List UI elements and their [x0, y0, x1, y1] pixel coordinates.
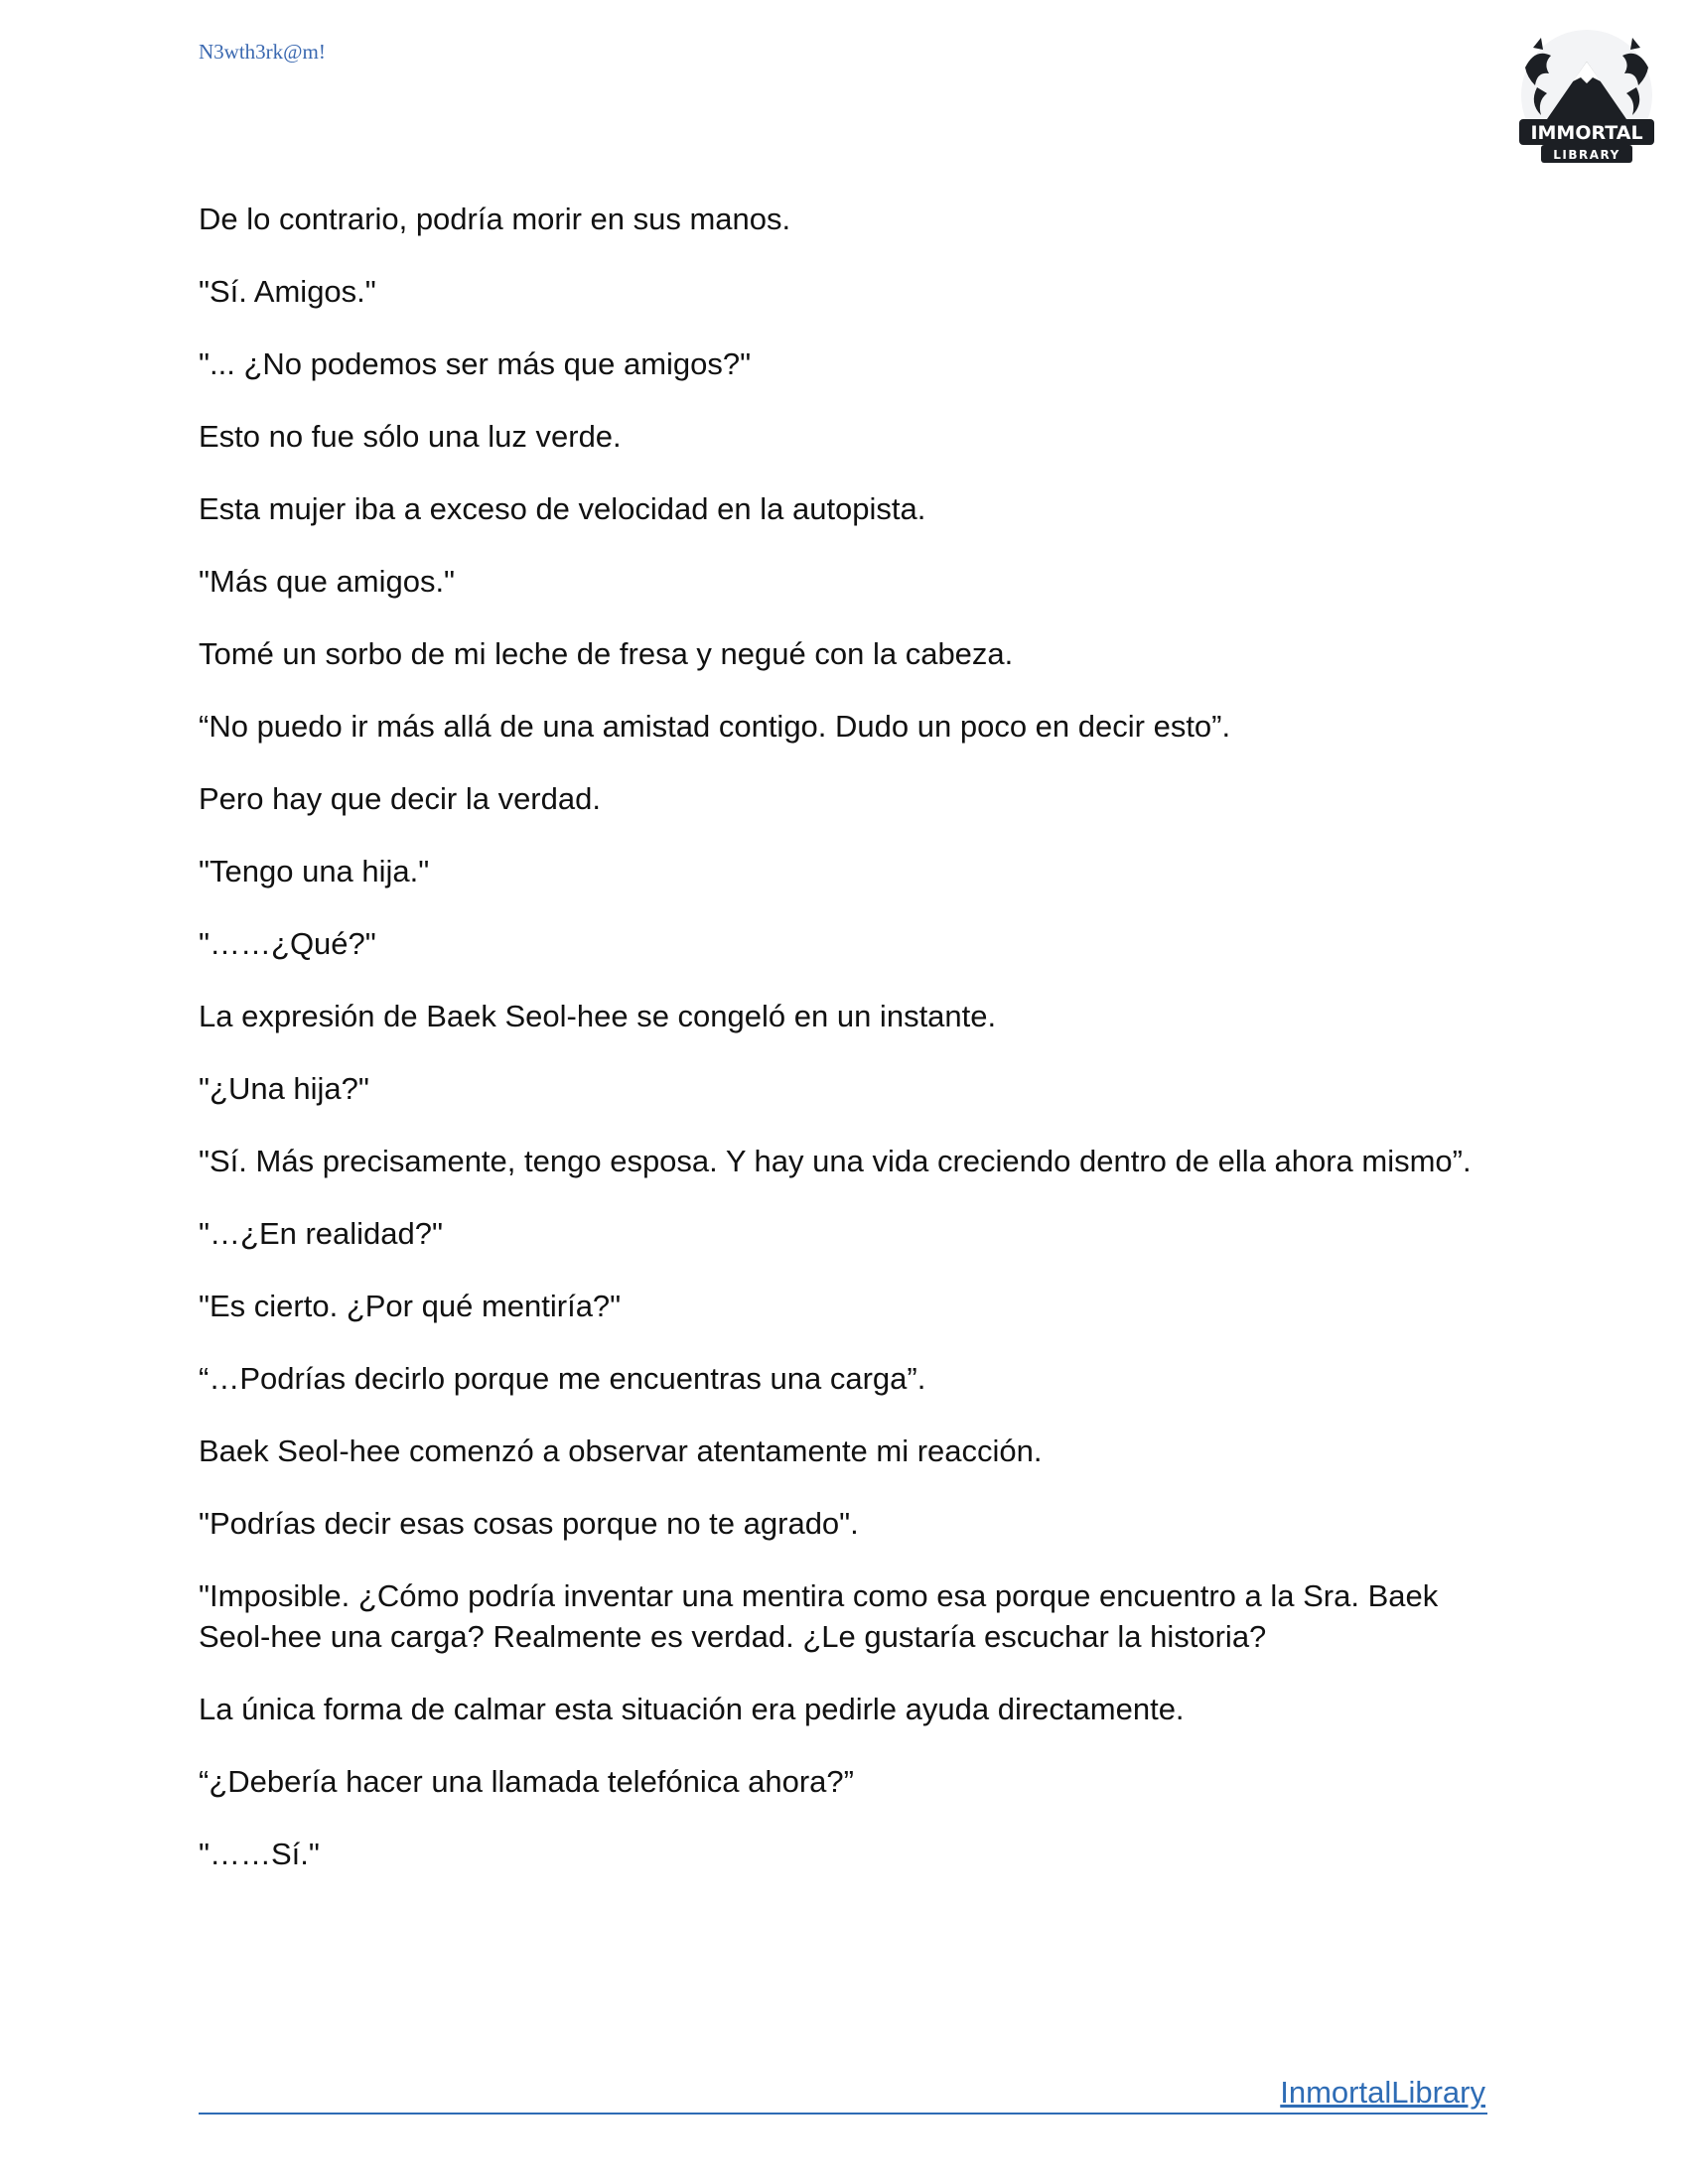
paragraph: Baek Seol-hee comenzó a observar atentamente mi reacción.: [199, 1433, 1043, 1468]
immortal-library-logo: [1507, 28, 1666, 177]
paragraph: “No puedo ir más allá de una amistad contigo. Dudo un poco en decir esto”.: [199, 709, 1231, 744]
paragraph: "Podrías decir esas cosas porque no te agrado".: [199, 1506, 859, 1541]
paragraph: "…¿En realidad?": [199, 1216, 444, 1251]
paragraph: "Tengo una hija.": [199, 854, 430, 888]
logo-bottom-text: LIBRARY: [1553, 148, 1620, 162]
paragraph: “¿Debería hacer una llamada telefónica ahora?”: [199, 1764, 854, 1799]
paragraph: "……¿Qué?": [199, 926, 376, 961]
footer-site-link[interactable]: InmortalLibrary: [1280, 2075, 1485, 2110]
paragraph: "Sí. Más precisamente, tengo esposa. Y hay una vida creciendo dentro de ella ahora mismo”.: [199, 1144, 1472, 1178]
paragraph: "Imposible. ¿Cómo podría inventar una mentira como esa porque encuentro a la Sra. Baek Seol-hee una carga? Realmente es verdad. ¿Le gustaría escuchar la historia?: [199, 1578, 1439, 1654]
paragraph: "Sí. Amigos.": [199, 274, 376, 309]
document-body: [199, 199, 1489, 1906]
paragraph: "Es cierto. ¿Por qué mentiría?": [199, 1289, 622, 1323]
paragraph: Tomé un sorbo de mi leche de fresa y negué con la cabeza.: [199, 636, 1014, 671]
site-tag: N3wth3rk@m!: [199, 40, 326, 64]
paragraph: Pero hay que decir la verdad.: [199, 781, 601, 816]
paragraph: Esta mujer iba a exceso de velocidad en la autopista.: [199, 491, 926, 526]
paragraph: Esto no fue sólo una luz verde.: [199, 419, 622, 454]
paragraph: "……Sí.": [199, 1837, 320, 1871]
footer-divider: [199, 2113, 1487, 2115]
logo-top-text: IMMORTAL: [1530, 122, 1643, 144]
paragraph: "... ¿No podemos ser más que amigos?": [199, 346, 752, 381]
dragon-mountain-emblem-icon: [1507, 28, 1666, 177]
paragraph: “…Podrías decirlo porque me encuentras una carga”.: [199, 1361, 926, 1396]
paragraph: La expresión de Baek Seol-hee se congeló en un instante.: [199, 999, 997, 1033]
paragraph: "Más que amigos.": [199, 564, 456, 599]
paragraph: La única forma de calmar esta situación era pedirle ayuda directamente.: [199, 1692, 1185, 1726]
paragraph: "¿Una hija?": [199, 1071, 369, 1106]
paragraph: De lo contrario, podría morir en sus manos.: [199, 202, 791, 236]
